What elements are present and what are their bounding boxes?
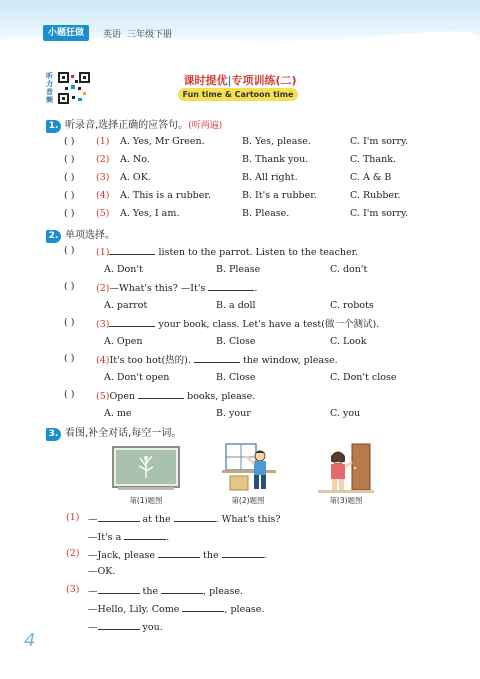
option-a: A. me [104,408,132,419]
answer-blank[interactable] [109,317,155,327]
answer-blank[interactable] [98,620,140,630]
question-number: (3) [96,172,110,183]
header-subject: 英语 [103,30,122,40]
option-b: B. a doll [216,300,256,311]
question-stem: (3) your book, class. Let's have a test(做一个测试). [96,319,380,330]
answer-blank[interactable] [158,548,200,558]
answer-bracket[interactable]: ( ) [64,172,75,183]
answer-blank[interactable] [182,602,224,612]
figure-caption-2: 第(2)题图 [231,496,265,505]
option-b: B. It's a rubber. [242,190,317,201]
section1-heading: 1. 听录音,选择正确的应答句。(听两遍) [46,116,222,133]
option-c: C. Thank. [350,154,396,165]
question-number: (4) [96,355,110,366]
question-stem: (4)It's too hot(热的). the window, please. [96,355,338,366]
question-number: (1) [96,136,110,147]
answer-blank[interactable] [124,530,166,540]
question-number: (2) [96,283,110,294]
option-a: A. Open [104,336,143,347]
question-number: (1) [96,247,110,258]
question-number: (3) [96,319,110,330]
option-b: B. Close [216,336,256,347]
question-number: (2) [96,154,110,165]
dialogue-line: — at the . What's this? [88,514,281,525]
option-b: B. All right. [242,172,298,183]
option-c: C. Rubber. [350,190,401,201]
dialogue-line: —Jack, please the . [88,550,267,561]
answer-blank[interactable] [98,584,140,594]
question-number: (1) [66,512,80,523]
option-a: A. parrot [104,300,148,311]
answer-bracket[interactable]: ( ) [64,208,75,219]
dialogue-line: —OK. [88,566,116,577]
option-a: A. This is a rubber. [120,190,211,201]
option-c: C. I'm sorry. [350,208,409,219]
answer-blank[interactable] [222,548,264,558]
option-a: A. Yes, I am. [120,208,180,219]
answer-blank[interactable] [194,353,240,363]
header-tag: 小题狂做 [43,25,89,41]
answer-bracket[interactable]: ( ) [64,317,75,328]
option-a: A. Don't open [104,372,170,383]
option-a: A. No. [120,154,150,165]
answer-bracket[interactable]: ( ) [64,389,75,400]
answer-bracket[interactable]: ( ) [64,245,75,256]
header-grade: 三年级下册 [127,30,173,40]
qr-label: 听力音频 [46,72,53,104]
answer-bracket[interactable]: ( ) [64,154,75,165]
option-b: B. Please. [242,208,290,219]
option-c: C. Look [330,336,367,347]
question-stem: (5)Open books, please. [96,391,256,402]
question-number: (3) [66,584,80,595]
figure-caption-1: 第(1)题图 [129,496,163,505]
section2-heading: 2. 单项选择。 [46,226,115,243]
option-b: B. your [216,408,251,419]
page-subtitle: Fun time & Cartoon time [178,88,298,101]
option-c: C. you [330,408,361,419]
figure-caption-3: 第(3)题图 [329,496,363,505]
question-number: (4) [96,190,110,201]
answer-blank[interactable] [138,389,184,399]
option-c: C. Don't close [330,372,397,383]
page-number: 4 [24,630,36,651]
door-picture [318,442,374,494]
dialogue-line: — you. [88,622,163,633]
answer-bracket[interactable]: ( ) [64,136,75,147]
question-stem: (1) listen to the parrot. Listen to the teacher. [96,247,359,258]
answer-blank[interactable] [174,512,216,522]
question-number: (5) [96,208,110,219]
answer-bracket[interactable]: ( ) [64,190,75,201]
answer-blank[interactable] [208,281,254,291]
question-number: (2) [66,548,80,559]
window-picture [222,442,276,494]
page-title: 课时提优|专项训练(二) [183,74,297,87]
dialogue-line: —It's a . [88,532,170,543]
dialogue-line: —Hello, Lily. Come , please. [88,604,265,615]
answer-bracket[interactable]: ( ) [64,353,75,364]
answer-bracket[interactable]: ( ) [64,281,75,292]
option-a: A. OK. [120,172,151,183]
option-c: C. robots [330,300,374,311]
question-number: (5) [96,391,110,402]
option-c: C. don't [330,264,368,275]
option-a: A. Yes, Mr Green. [120,136,205,147]
option-a: A. Don't [104,264,143,275]
option-c: C. A & B [350,172,392,183]
option-c: C. I'm sorry. [350,136,409,147]
option-b: B. Please [216,264,261,275]
answer-blank[interactable] [98,512,140,522]
question-stem: (2)—What's this? —It's . [96,283,258,294]
option-b: B. Thank you. [242,154,309,165]
answer-blank[interactable] [161,584,203,594]
option-b: B. Yes, please. [242,136,311,147]
section3-heading: 3. 看图,补全对话,每空一词。 [46,424,181,441]
blackboard-picture [112,446,180,492]
option-b: B. Close [216,372,256,383]
dialogue-line: — the , please. [88,586,244,597]
answer-blank[interactable] [109,245,155,255]
